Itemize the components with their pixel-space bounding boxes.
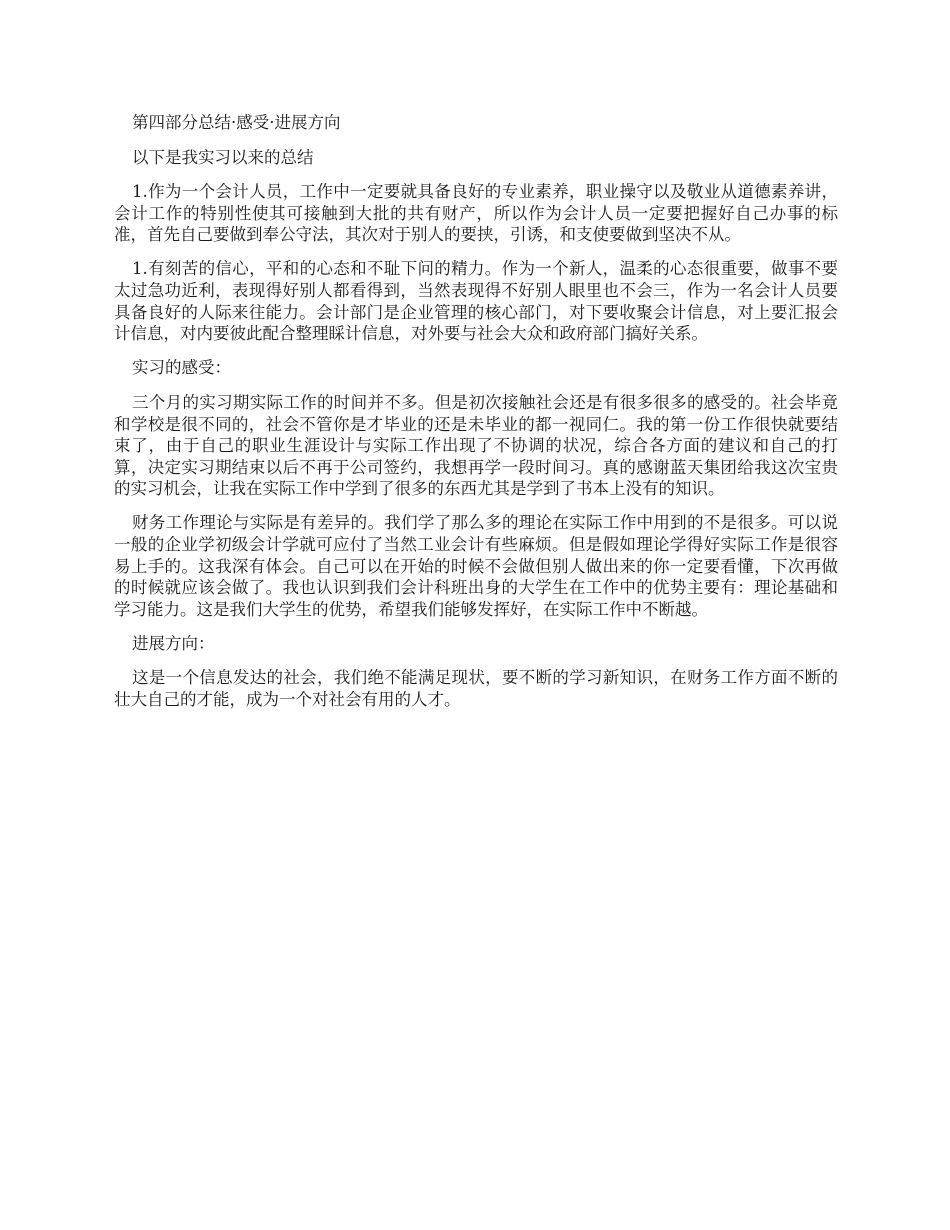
direction-paragraph: 这是一个信息发达的社会，我们绝不能满足现状，要不断的学习新知识，在财务工作方面不断的壮大自己的才能，成为一个对社会有用的人才。 bbox=[114, 668, 838, 710]
impressions-paragraph-1: 三个月的实习期实际工作的时间并不多。但是初次接触社会还是有很多很多的感受的。社会毕竟和学校是很不同的，社会不管你是才毕业的还是未毕业的都一视同仁。我的第一份工作很快就要结束了，由于自己的职业生涯设计与实际工作出现了不协调的状况，综合各方面的建议和自己的打算，决定实习期结束以后不再于公司签约，我想再学一段时间习。真的感谢蓝天集团给我这次宝贵的实习机会，让我在实际工作中学到了很多的东西尤其是学到了书本上没有的知识。 bbox=[114, 392, 838, 499]
summary-intro: 以下是我实习以来的总结 bbox=[132, 147, 314, 167]
document-page bbox=[114, 112, 838, 723]
summary-point-2: 1.有刻苦的信心，平和的心态和不耻下问的精力。作为一个新人，温柔的心态很重要，做事不要太过急功近利，表现得好别人都看得到，当然表现得不好别人眼里也不会三，作为一名会计人员要具备良好的人际来往能力。会计部门是企业管理的核心部门，对下要收聚会计信息，对上要汇报会计信息，对内要彼此配合整理睬计信息，对外要与社会大众和政府部门搞好关系。 bbox=[114, 259, 838, 344]
direction-heading: 进展方向： bbox=[132, 633, 215, 653]
summary-point-1: 1.作为一个会计人员，工作中一定要就具备良好的专业素养，职业操守以及敬业从道德素养讲，会计工作的特别性使其可接触到大批的共有财产，所以作为会计人员一定要把握好自己办事的标准，首先自己要做到奉公守法，其次对于别人的要挟，引诱，和支使要做到坚决不从。 bbox=[114, 182, 838, 245]
section-title: 第四部分总结·感受·进展方向 bbox=[132, 113, 341, 132]
impressions-heading: 实习的感受： bbox=[132, 358, 231, 378]
impressions-paragraph-2: 财务工作理论与实际是有差异的。我们学了那么多的理论在实际工作中用到的不是很多。可以说一般的企业学初级会计学就可应付了当然工业会计有些麻烦。但是假如理论学得好实际工作是很容易上手的。这我深有体会。自己可以在开始的时候不会做但别人做出来的你一定要看懂，下次再做的时候就应该会做了。我也认识到我们会计科班出身的大学生在工作中的优势主要有：理论基础和学习能力。这是我们大学生的优势，希望我们能够发挥好，在实际工作中不断越。 bbox=[114, 513, 838, 619]
